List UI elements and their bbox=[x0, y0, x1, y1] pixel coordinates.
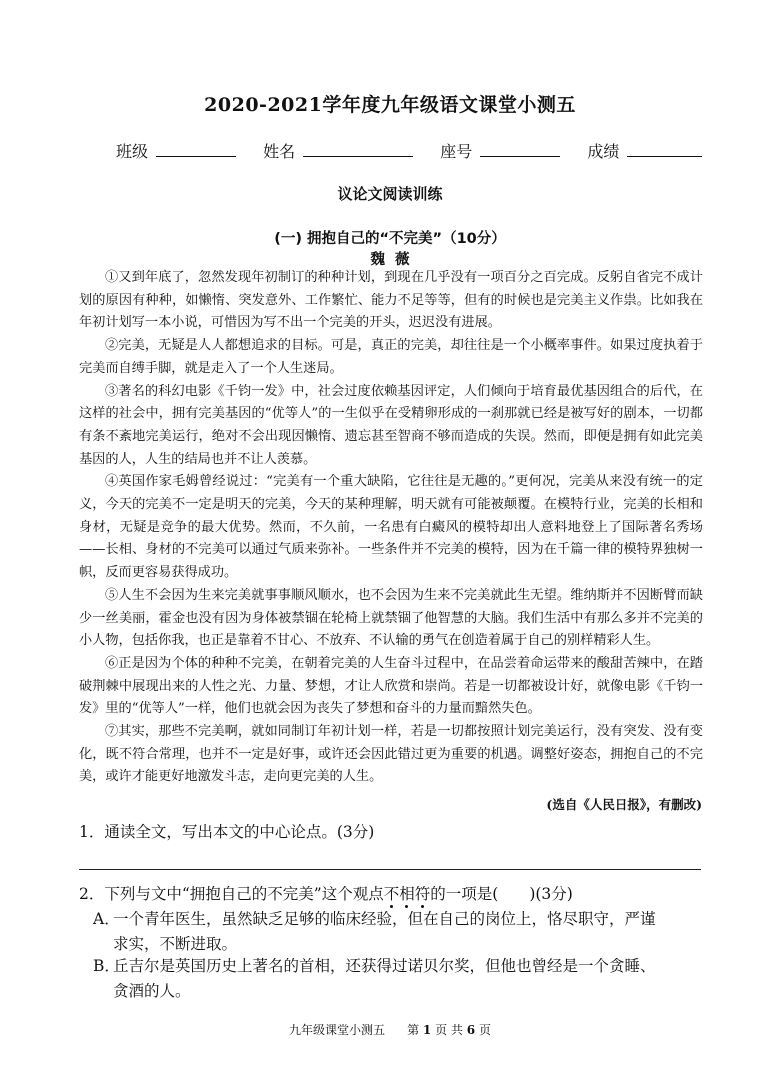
exam-title: 2020-2021学年度九年级语文课堂小测五 bbox=[204, 94, 576, 116]
score-label: 成绩 bbox=[587, 142, 620, 161]
article-paragraph: ④英国作家毛姆曾经说过：“完美有一个重大缺陷，它往往是无趣的。”更何况，完美从来没有统一的定义，今天的完美不一定是明天的完美，今天的某种理解，明天就有可能被颠覆。在模特行业，完美的长相和身材，无疑是竞争的最大优势。然而，不久前，一名患有白癜风的模特却出人意料地登上了国际著名秀场——长相、身材的不完美可以通过气质来弥补。一些条件并不完美的模特，因为在千篇一律的模特界独树一帜，反而更容易获得成功。 bbox=[79, 474, 703, 581]
article-subtitle: (一) 拥抱自己的“不完美”（10分） bbox=[274, 231, 506, 247]
option-text-line: 一个青年医生，虽然缺乏足够的临床经验，但在自己的岗位上，恪尽职守，严谨 bbox=[113, 910, 656, 928]
article-paragraph: ③著名的科幻电影《千钧一发》中，社会过度依赖基因评定，人们倾向于培育最优基因组合的后代，在这样的社会中，拥有完美基因的“优等人”的一生似乎在受精卵形成的一刹那就已经是被写好的剧本，一切都有条不紊地完美运行，绝对不会出现因懒惰、遗忘甚至智商不够而造成的失误。然而，即便是拥有如此完美基因的人，人生的结局也并不让人羡慕。 bbox=[79, 383, 703, 467]
article-source: (选自《人民日报》，有删改) bbox=[546, 797, 702, 812]
article-author: 魏薇 bbox=[370, 252, 420, 268]
footer-page-prefix: 第 bbox=[407, 1023, 420, 1037]
class-blank bbox=[156, 141, 236, 157]
option-letter: A． bbox=[93, 910, 120, 928]
article-paragraph: ②完美，无疑是人人都想追求的目标。可是，真正的完美，却往往是一个小概率事件。如果过度执着于完美而自缚手脚，就是走入了一个人生迷局。 bbox=[79, 338, 703, 376]
class-label: 班级 bbox=[116, 142, 149, 161]
emphasis-char: 不 bbox=[383, 885, 400, 903]
article-body bbox=[79, 267, 703, 789]
page-footer bbox=[0, 1021, 780, 1038]
question-2-text-before: 2．下列与文中“拥抱自己的不完美”这个观点 bbox=[79, 885, 384, 903]
option-letter: B． bbox=[93, 957, 120, 975]
emphasis-char: 相 bbox=[399, 885, 415, 903]
name-blank bbox=[303, 141, 413, 157]
footer-page-mid: 页 共 bbox=[435, 1023, 463, 1037]
footer-page-total: 6 bbox=[466, 1023, 476, 1037]
question-2-text-after: 的一项是( )(3分) bbox=[430, 885, 573, 903]
option-b bbox=[93, 954, 705, 1004]
article-paragraph: ①又到年底了，忽然发现年初制订的种种计划，到现在几乎没有一项百分之百完成。反躬自省完不成计划的原因有种种，如懒惰、突发意外、工作繁忙、能力不足等等，但有的时候也是完美主义作祟。比如我在年初计划写一本小说，可惜因为写不出一个完美的开头，迟迟没有进展。 bbox=[79, 270, 703, 331]
article-paragraph: ⑤人生不会因为生来完美就事事顺风顺水，也不会因为生来不完美就此生无望。维纳斯并不因断臂而缺少一丝美丽，霍金也没有因为身体被禁锢在轮椅上就禁锢了他智慧的大脑。我们生活中有那么多并不完美的小人物，包括你我，也正是靠着不甘心、不放弃、不认输的勇气在创造着属于自己的别样精彩人生。 bbox=[79, 587, 703, 649]
option-text-line: 贪酒的人。 bbox=[113, 982, 191, 1000]
answer-line bbox=[79, 869, 701, 870]
footer-page-number: 1 bbox=[422, 1023, 432, 1037]
seat-number-label: 座号 bbox=[440, 142, 473, 161]
seat-number-blank bbox=[480, 141, 560, 157]
section-title: 议论文阅读训练 bbox=[337, 185, 443, 203]
option-text-line: 求实，不断进取。 bbox=[113, 935, 238, 953]
footer-doc-name: 九年级课堂小测五 bbox=[289, 1023, 386, 1037]
question-1: 1．通读全文，写出本文的中心论点。(3分) bbox=[79, 823, 375, 841]
question-2 bbox=[79, 882, 709, 907]
option-text-line: 丘吉尔是英国历史上著名的首相，还获得过诺贝尔奖，但他也曾经是一个贪睡、 bbox=[113, 957, 656, 975]
score-blank bbox=[627, 141, 702, 157]
footer-page-suffix: 页 bbox=[478, 1023, 491, 1037]
student-info-row bbox=[116, 139, 716, 162]
name-label: 姓名 bbox=[263, 142, 296, 161]
option-a bbox=[93, 907, 705, 957]
article-paragraph: ⑦其实，那些不完美啊，就如同制订年初计划一样，若是一切都按照计划完美运行，没有突发、没有变化，既不符合常理，也并不一定是好事，或许还会因此错过更为重要的机遇。调整好姿态，拥抱自己的不完美，或许才能更好地激发斗志，走向更完美的人生。 bbox=[79, 724, 703, 785]
emphasis-char: 符 bbox=[414, 885, 431, 903]
article-paragraph: ⑥正是因为个体的种种不完美，在朝着完美的人生奋斗过程中，在品尝着命运带来的酸甜苦辣中，在踏破荆棘中展现出来的人性之光、力量、梦想，才让人欣赏和崇尚。若是一切都被设计好，就像电影《千钧一发》里的“优等人”一样，他们也就会因为丧失了梦想和奋斗的力量而黯然失色。 bbox=[79, 655, 703, 717]
